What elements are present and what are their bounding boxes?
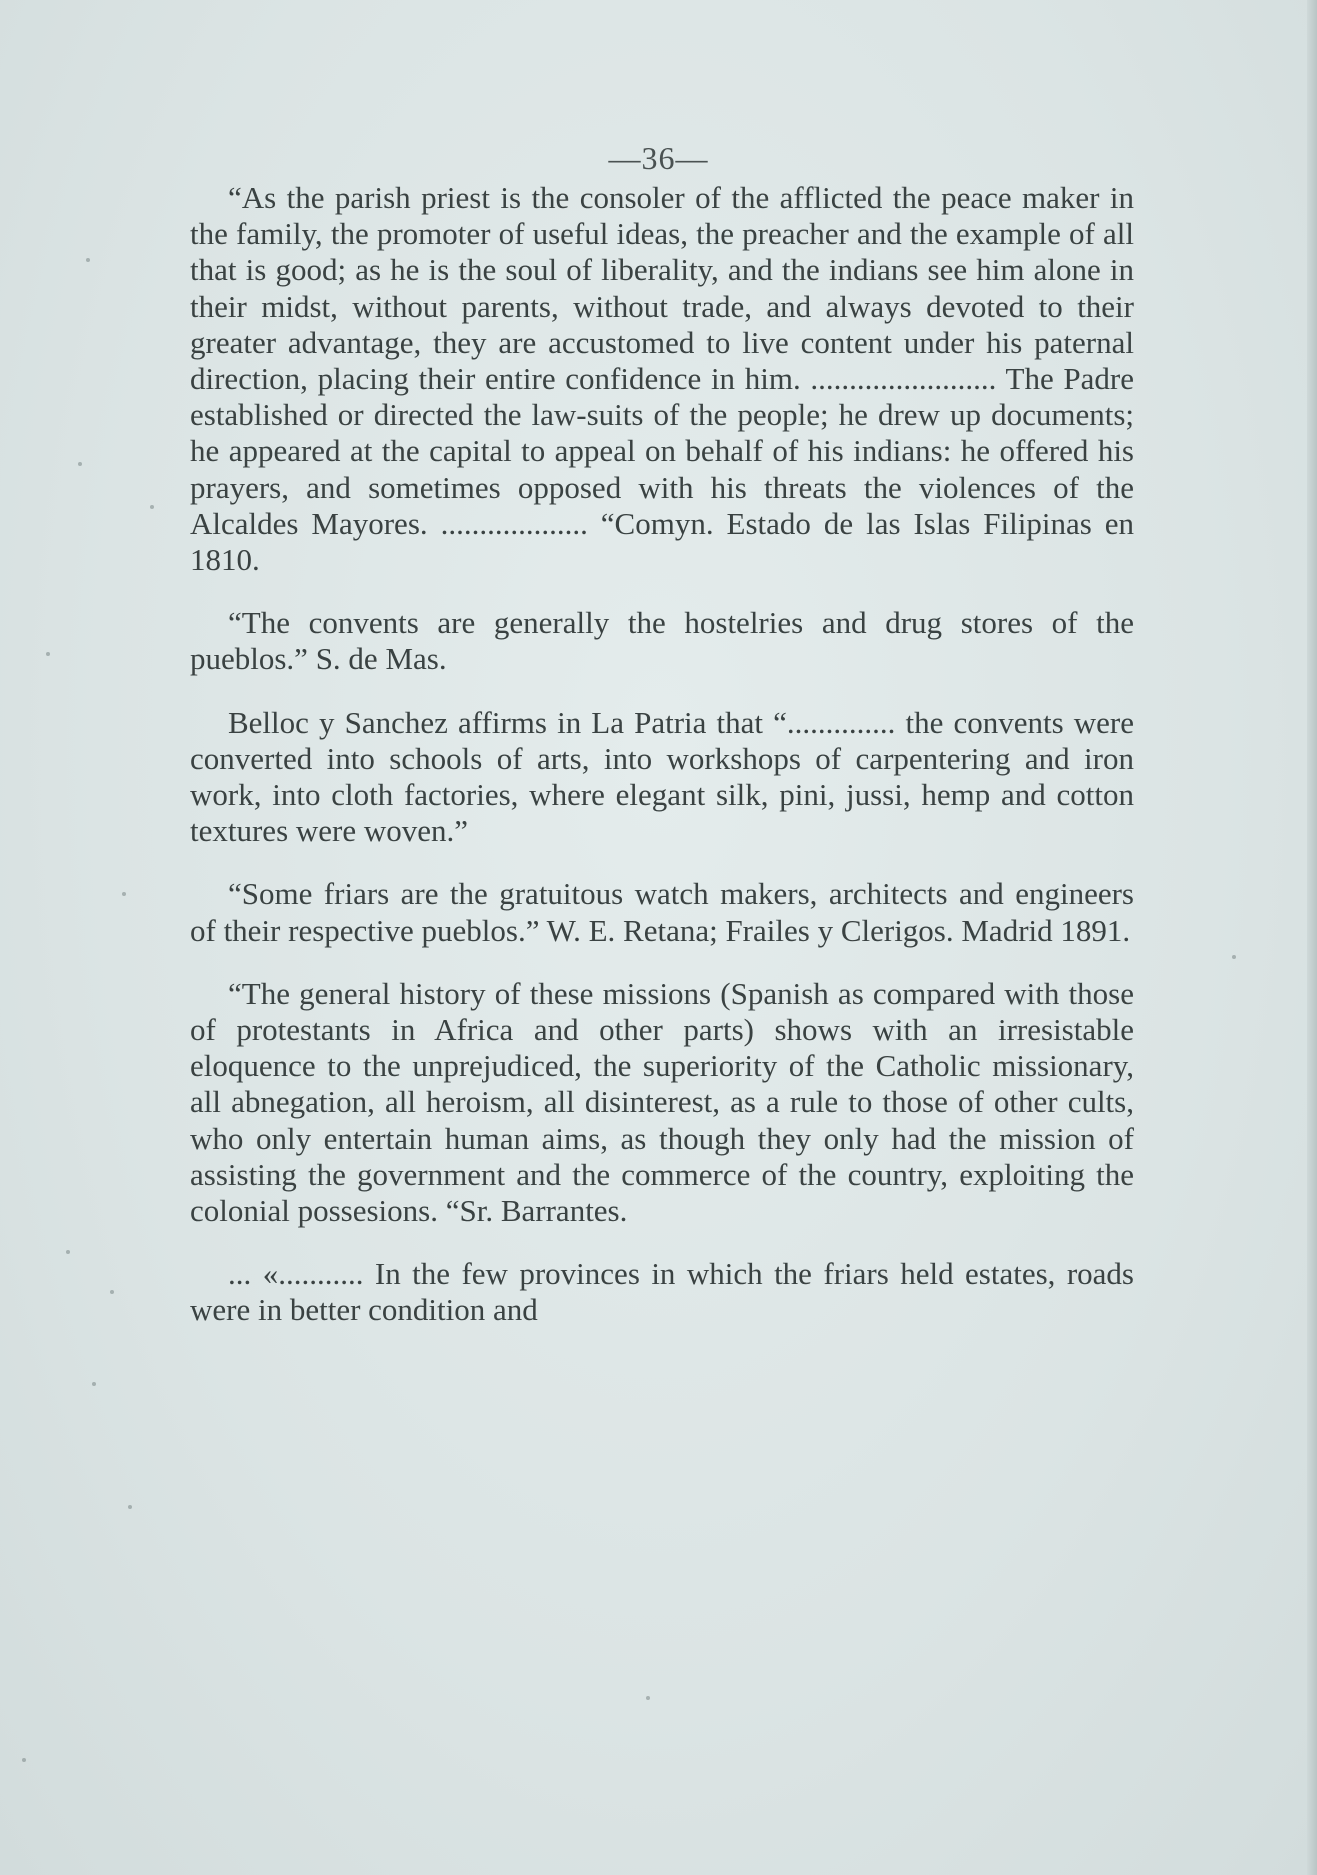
- scan-speck: [150, 505, 154, 509]
- paragraph-barrantes-quote: “The general history of these missions (Spanish as compared with those of protestants in Africa and other parts) shows with an irresistable eloquence to the unprejudiced, the superiority of the Catholic missionary, all abnegation, all heroism, all disinterest, as a rule to those of other cults, who only entertain human aims, as though they only had the mission of assisting the government and the commerce of the country, exploiting the colonial possesions. “Sr. Barrantes.: [190, 975, 1134, 1229]
- scan-speck: [66, 1250, 70, 1254]
- scan-speck: [78, 462, 82, 466]
- paragraph-comyn-quote: “As the parish priest is the consoler of the afflicted the peace maker in the family, the promoter of useful ideas, the preacher and the example of all that is good; as he is the soul of liberality, and the indians see him alone in their midst, without parents, without trade, and always devoted to their greater advantage, they are accustomed to live content under his paternal direction, placing their entire confidence in him. ........................ The Padre established or directed the law-suits of the people; he drew up documents; he appeared at the capital to appeal on behalf of his indians: he offered his prayers, and sometimes opposed with his threats the violences of the Alcaldes Mayores. ................... “Comyn. Estado de las Islas Filipinas en 1810.: [190, 180, 1134, 578]
- scan-speck: [22, 1758, 26, 1762]
- scan-speck: [92, 1382, 96, 1386]
- scan-speck: [1232, 955, 1236, 959]
- scan-speck: [128, 1505, 132, 1509]
- page-number: —36—: [608, 140, 709, 176]
- paragraph-de-mas-quote: “The convents are generally the hostelries and drug stores of the pueblos.” S. de Mas.: [190, 605, 1134, 677]
- scan-speck: [46, 652, 50, 656]
- scan-speck: [110, 1290, 114, 1294]
- paragraph-provinces-fragment: ... «........... In the few provinces in which the friars held estates, roads were in better condition and: [190, 1256, 1134, 1328]
- scan-speck: [646, 1696, 650, 1700]
- body-text: [190, 180, 1134, 1329]
- page-edge-shadow: [1307, 0, 1317, 1875]
- paragraph-belloc-quote: Belloc y Sanchez affirms in La Patria that “.............. the convents were converted into schools of arts, into workshops of carpentering and iron work, into cloth factories, where elegant silk, pini, jussi, hemp and cotton textures were woven.”: [190, 704, 1134, 849]
- paragraph-retana-quote: “Some friars are the gratuitous watch makers, architects and engineers of their respective pueblos.” W. E. Retana; Frailes y Clerigos. Madrid 1891.: [190, 876, 1134, 948]
- scan-speck: [86, 258, 90, 262]
- scan-speck: [122, 892, 126, 896]
